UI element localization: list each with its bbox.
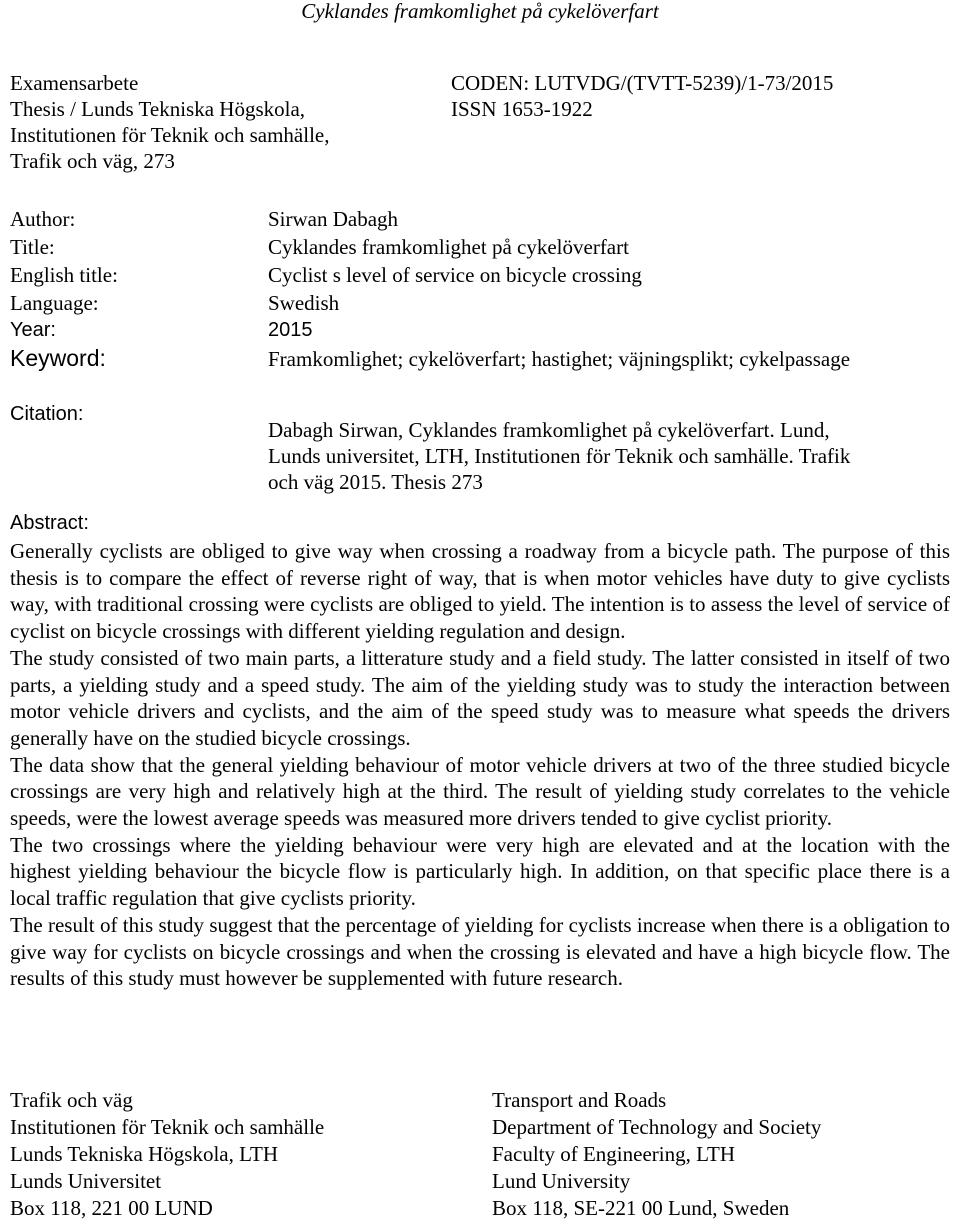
footer-line: Institutionen för Teknik och samhälle (10, 1115, 325, 1139)
language-value: Swedish (268, 291, 340, 315)
year-value: 2015 (268, 319, 313, 341)
abstract-paragraph: The data show that the general yielding behaviour of motor vehicle drivers at two of the three studied bicycle crossings are very high and relatively high at the third. The result of yielding study correlates to the vehicle speeds, were the lowest average speeds was measured more drivers tended to give cyclist priority. (10, 752, 950, 831)
header-left-line: Institutionen för Teknik och samhälle, (10, 123, 330, 147)
running-head: Cyklandes framkomlighet på cykelöverfart (301, 0, 659, 23)
abstract-body (10, 538, 950, 992)
keyword-value: Framkomlighet; cykelöverfart; hastighet; väjningsplikt; cykelpassage (268, 347, 851, 371)
author-label: Author: (10, 207, 76, 231)
abstract-paragraph: The two crossings where the yielding behaviour were very high are elevated and at the location with the highest yielding behaviour the bicycle flow is particularly high. In addition, on that specific place there is a local traffic regulation that give cyclists priority. (10, 832, 950, 911)
footer-line: Lund University (492, 1169, 631, 1193)
header-left-line: Trafik och väg, 273 (10, 149, 175, 173)
keyword-label: Keyword: (10, 345, 106, 371)
footer-line: Trafik och väg (10, 1088, 133, 1112)
header-right (451, 70, 833, 122)
meta-row-title (10, 235, 950, 263)
header-left-line: Examensarbete (10, 71, 139, 95)
footer-address-swedish (10, 1087, 324, 1222)
footer-line: Transport and Roads (492, 1088, 667, 1112)
footer-line: Lunds Tekniska Högskola, LTH (10, 1142, 279, 1166)
abstract-label: Abstract: (10, 512, 89, 534)
header-left (10, 70, 330, 174)
footer-line: Lunds Universitet (10, 1169, 162, 1193)
title-label: Title: (10, 235, 55, 259)
coden: CODEN: LUTVDG/(TVTT-5239)/1-73/2015 (451, 71, 834, 95)
english-title-label: English title: (10, 263, 118, 287)
citation-line: Lunds universitet, LTH, Institutionen för Teknik och samhälle. Trafik (268, 444, 851, 468)
language-label: Language: (10, 291, 99, 315)
metadata-block (10, 207, 950, 377)
footer-line: Box 118, 221 00 LUND (10, 1196, 213, 1220)
footer-line: Box 118, SE-221 00 Lund, Sweden (492, 1196, 790, 1220)
meta-row-language (10, 291, 950, 319)
citation-line: Dabagh Sirwan, Cyklandes framkomlighet på cykelöverfart. Lund, (268, 418, 830, 442)
citation-label: Citation: (10, 403, 84, 425)
abstract-paragraph: The result of this study suggest that the percentage of yielding for cyclists increase when there is a obligation to give way for cyclists on bicycle crossings and when the crossing is elevated and have a high bicycle flow. The results of this study must however be supplemented with future research. (10, 912, 950, 991)
title-value: Cyklandes framkomlighet på cykelöverfart (268, 235, 629, 259)
abstract-paragraph: Generally cyclists are obliged to give way when crossing a roadway from a bicycle path. The purpose of this thesis is to compare the effect of reverse right of way, that is when motor vehicles have duty to give cyclists way, with traditional crossing were cyclists are obliged to yield. The intention is to assess the level of service of cyclist on bicycle crossings with different yielding regulation and design. (10, 539, 950, 644)
meta-row-year (10, 319, 950, 347)
citation-value (268, 417, 958, 495)
english-title-value: Cyclist s level of service on bicycle crossing (268, 263, 642, 287)
footer-address-english (492, 1087, 821, 1222)
meta-row-keyword (10, 347, 950, 377)
footer-line: Department of Technology and Society (492, 1115, 822, 1139)
issn: ISSN 1653-1922 (451, 97, 593, 121)
abstract-paragraph: The study consisted of two main parts, a litterature study and a field study. The latter consisted in itself of two parts, a yielding study and a speed study. The aim of the yielding study was to study the interaction between motor vehicle drivers and cyclists, and the aim of the speed study was to measure what speeds the drivers generally have on the studied bicycle crossings. (10, 645, 950, 750)
year-label: Year: (10, 319, 56, 341)
meta-row-author (10, 207, 950, 235)
meta-row-english-title (10, 263, 950, 291)
footer-line: Faculty of Engineering, LTH (492, 1142, 736, 1166)
citation-line: och väg 2015. Thesis 273 (268, 470, 483, 494)
header-left-line: Thesis / Lunds Tekniska Högskola, (10, 97, 306, 121)
author-value: Sirwan Dabagh (268, 207, 399, 231)
